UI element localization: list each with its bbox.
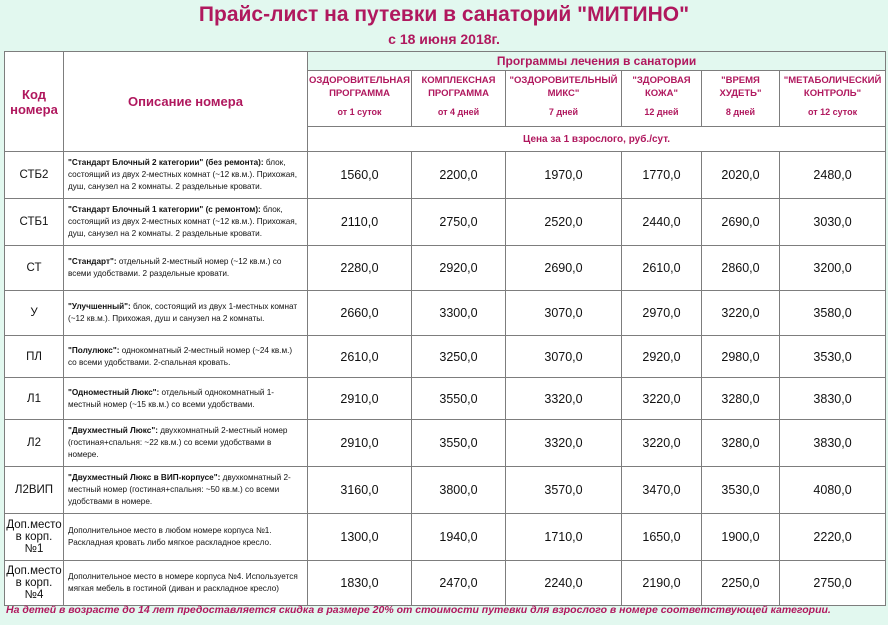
price-cell: 2610,0 xyxy=(308,336,412,378)
price-cell: 3220,0 xyxy=(702,291,780,336)
price-cell: 2610,0 xyxy=(622,246,702,291)
price-cell: 3830,0 xyxy=(780,378,886,420)
price-cell: 1710,0 xyxy=(506,514,622,561)
room-description-text: двухкомнатный 2-местный номер (гостиная+спальня: ~22 кв.м.) со всеми удобствами в номере. xyxy=(68,426,288,459)
price-cell: 3030,0 xyxy=(780,199,886,246)
program-name: "ОЗДОРОВИТЕЛЬНЫЙ МИКС" xyxy=(509,75,618,99)
price-cell: 3470,0 xyxy=(622,467,702,514)
room-description-title: "Двухместный Люкс": xyxy=(68,426,158,435)
discount-note: На детей в возрасте до 14 лет предоставляется скидка в размере 20% от стоимости путевки для взрослого в номере соответствующей категории. xyxy=(6,604,831,616)
program-duration: 8 дней xyxy=(725,107,756,117)
table-row xyxy=(5,561,886,606)
table-row xyxy=(5,152,886,199)
room-code: Доп.место в корп. №1 xyxy=(5,514,64,561)
price-cell: 3200,0 xyxy=(780,246,886,291)
room-description-title: "Улучшенный": xyxy=(68,302,131,311)
price-cell: 2980,0 xyxy=(702,336,780,378)
price-cell: 2480,0 xyxy=(780,152,886,199)
price-cell: 3220,0 xyxy=(622,420,702,467)
price-cell: 2220,0 xyxy=(780,514,886,561)
programs-header: Программы лечения в санатории xyxy=(308,52,886,71)
table-row xyxy=(5,378,886,420)
price-cell: 3070,0 xyxy=(506,291,622,336)
room-description-text: Дополнительное место в любом номере корпуса №1. Раскладная кровать либо мягкое раскладное кресло. xyxy=(68,526,272,547)
room-code: СТБ1 xyxy=(5,199,64,246)
room-description xyxy=(64,467,308,514)
price-cell: 1650,0 xyxy=(622,514,702,561)
price-cell: 2520,0 xyxy=(506,199,622,246)
price-cell: 2690,0 xyxy=(506,246,622,291)
price-cell: 2200,0 xyxy=(412,152,506,199)
price-cell: 3530,0 xyxy=(780,336,886,378)
program-name: "ЗДОРОВАЯ КОЖА" xyxy=(632,75,691,99)
table-row xyxy=(5,467,886,514)
program-name: "МЕТАБОЛИЧЕСКИЙ КОНТРОЛЬ" xyxy=(783,75,882,99)
program-header xyxy=(506,71,622,127)
price-cell: 3160,0 xyxy=(308,467,412,514)
program-duration: от 12 суток xyxy=(807,107,858,117)
price-cell: 2280,0 xyxy=(308,246,412,291)
program-header xyxy=(412,71,506,127)
room-description-title: "Стандарт Блочный 1 категории" (с ремонтом): xyxy=(68,205,261,214)
price-cell: 3550,0 xyxy=(412,420,506,467)
price-cell: 2920,0 xyxy=(622,336,702,378)
price-cell: 2860,0 xyxy=(702,246,780,291)
room-description-text: Дополнительное место в номере корпуса №4. Используется мягкая мебель в гостиной (диван и раскладное кресло) xyxy=(68,572,298,593)
price-cell: 1970,0 xyxy=(506,152,622,199)
room-description-text: блок, состоящий из двух 1-местных комнат (~12 кв.м.). Прихожая, душ и санузел на 2 комнаты. xyxy=(68,302,298,323)
price-cell: 3580,0 xyxy=(780,291,886,336)
table-row xyxy=(5,420,886,467)
price-cell: 3570,0 xyxy=(506,467,622,514)
price-cell: 3800,0 xyxy=(412,467,506,514)
price-cell: 2690,0 xyxy=(702,199,780,246)
price-cell: 1940,0 xyxy=(412,514,506,561)
col-code-header: Код номера xyxy=(5,52,64,152)
room-description xyxy=(64,420,308,467)
room-code: СТ xyxy=(5,246,64,291)
program-duration: от 4 дней xyxy=(437,107,480,117)
room-description-title: "Стандарт": xyxy=(68,257,117,266)
price-cell: 2440,0 xyxy=(622,199,702,246)
price-cell: 3250,0 xyxy=(412,336,506,378)
table-row xyxy=(5,199,886,246)
room-code: Доп.место в корп. №4 xyxy=(5,561,64,606)
room-description-text: двухкомнатный 2-местный номер (гостиная+спальня: ~50 кв.м.) со всеми удобствами в номере. xyxy=(68,473,291,506)
program-name: КОМПЛЕКСНАЯ ПРОГРАММА xyxy=(421,75,496,99)
price-cell: 2750,0 xyxy=(780,561,886,606)
program-name: ОЗДОРОВИТЕЛЬНАЯ ПРОГРАММА xyxy=(309,75,410,99)
price-unit-header: Цена за 1 взрослого, руб./сут. xyxy=(308,127,886,152)
price-cell: 2910,0 xyxy=(308,378,412,420)
price-cell: 1900,0 xyxy=(702,514,780,561)
program-duration: 12 дней xyxy=(644,107,679,117)
room-description-text: блок, состоящий из двух 2-местных комнат (~12 кв.м.). Прихожая, душ, санузел на 2 комнаты. 2 раздельные кровати. xyxy=(68,205,297,238)
price-cell: 2190,0 xyxy=(622,561,702,606)
price-cell: 1770,0 xyxy=(622,152,702,199)
price-cell: 2020,0 xyxy=(702,152,780,199)
room-description-title: "Стандарт Блочный 2 категории" (без ремонта): xyxy=(68,158,264,167)
program-header xyxy=(622,71,702,127)
price-cell: 1830,0 xyxy=(308,561,412,606)
room-description-title: "Одноместный Люкс": xyxy=(68,387,160,397)
room-code: ПЛ xyxy=(5,336,64,378)
room-description xyxy=(64,199,308,246)
table-row xyxy=(5,246,886,291)
price-cell: 2110,0 xyxy=(308,199,412,246)
room-code: Л1 xyxy=(5,378,64,420)
col-desc-header: Описание номера xyxy=(64,52,308,152)
price-cell: 2250,0 xyxy=(702,561,780,606)
room-description xyxy=(64,378,308,420)
page-title: Прайс-лист на путевки в санаторий "МИТИНО" xyxy=(198,3,690,26)
price-table xyxy=(4,51,886,606)
price-cell: 3280,0 xyxy=(702,420,780,467)
price-cell: 3280,0 xyxy=(702,378,780,420)
room-code: Л2ВИП xyxy=(5,467,64,514)
room-description-title: "Полулюкс": xyxy=(68,345,120,355)
room-code: СТБ2 xyxy=(5,152,64,199)
room-code: У xyxy=(5,291,64,336)
room-description-text: однокомнатный 2-местный номер (~24 кв.м.) со всеми удобствами. 2-спальная кровать. xyxy=(68,345,293,367)
table-row xyxy=(5,514,886,561)
price-cell: 3300,0 xyxy=(412,291,506,336)
page-subtitle: с 18 июня 2018г. xyxy=(388,31,500,47)
room-description xyxy=(64,246,308,291)
price-cell: 1300,0 xyxy=(308,514,412,561)
price-cell: 3320,0 xyxy=(506,420,622,467)
room-description-text: отдельный 2-местный номер (~12 кв.м.) со всеми удобствами. 2 раздельные кровати. xyxy=(68,257,282,278)
price-cell: 1560,0 xyxy=(308,152,412,199)
price-cell: 3320,0 xyxy=(506,378,622,420)
room-description xyxy=(64,291,308,336)
price-cell: 2910,0 xyxy=(308,420,412,467)
price-cell: 2750,0 xyxy=(412,199,506,246)
room-description xyxy=(64,336,308,378)
price-cell: 2970,0 xyxy=(622,291,702,336)
price-cell: 3830,0 xyxy=(780,420,886,467)
program-header xyxy=(702,71,780,127)
price-cell: 2240,0 xyxy=(506,561,622,606)
room-description-title: "Двухместный Люкс в ВИП-корпусе": xyxy=(68,473,221,482)
room-description-text: отдельный однокомнатный 1-местный номер (~15 кв.м.) со всеми удобствами. xyxy=(68,387,275,409)
table-row xyxy=(5,336,886,378)
price-cell: 2920,0 xyxy=(412,246,506,291)
price-cell: 4080,0 xyxy=(780,467,886,514)
room-description-text: блок, состоящий из двух 2-местных комнат (~12 кв.м.). Прихожая, душ, санузел на 2 комнаты. 2 раздельные кровати. xyxy=(68,158,297,191)
table-row xyxy=(5,291,886,336)
price-cell: 2470,0 xyxy=(412,561,506,606)
program-header xyxy=(308,71,412,127)
price-cell: 3070,0 xyxy=(506,336,622,378)
room-description xyxy=(64,561,308,606)
room-code: Л2 xyxy=(5,420,64,467)
program-header xyxy=(780,71,886,127)
price-cell: 3220,0 xyxy=(622,378,702,420)
price-cell: 3550,0 xyxy=(412,378,506,420)
room-description xyxy=(64,152,308,199)
price-cell: 3530,0 xyxy=(702,467,780,514)
program-duration: 7 дней xyxy=(548,107,579,117)
price-cell: 2660,0 xyxy=(308,291,412,336)
program-name: "ВРЕМЯ ХУДЕТЬ" xyxy=(719,75,762,99)
program-duration: от 1 суток xyxy=(337,107,382,117)
room-description xyxy=(64,514,308,561)
